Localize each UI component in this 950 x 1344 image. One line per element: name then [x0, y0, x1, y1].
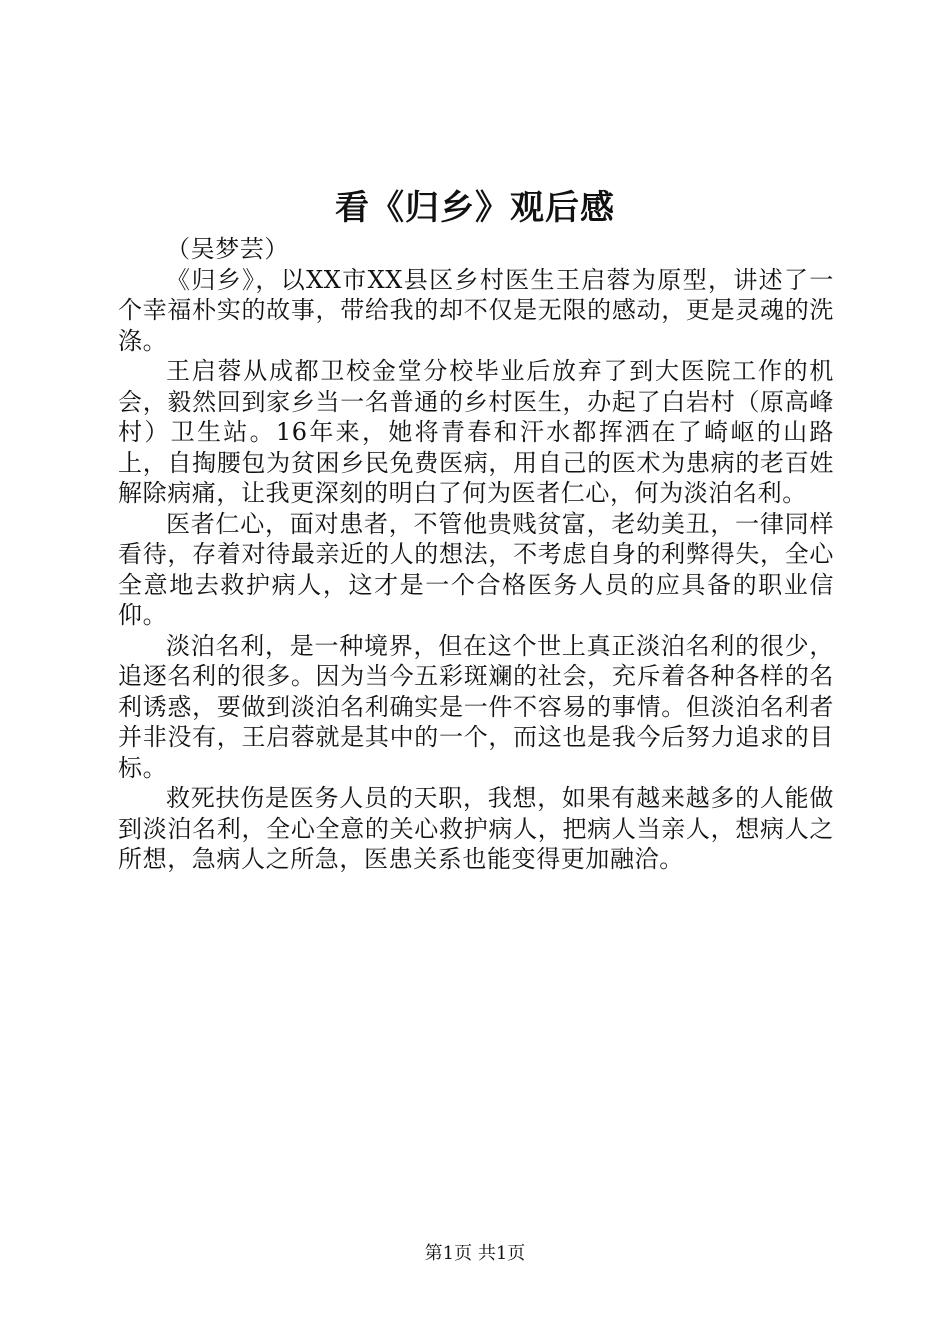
- paragraph-4: 淡泊名利，是一种境界，但在这个世上真正淡泊名利的很少，追逐名利的很多。因为当今五彩斑斓的社会，充斥着各种各样的名利诱惑，要做到淡泊名利确实是一件不容易的事情。但淡泊名利者并非没有，王启蓉就是其中的一个，而这也是我今后努力追求的目标。: [118, 631, 834, 782]
- paragraph-5: 救死扶伤是医务人员的天职，我想，如果有越来越多的人能做到淡泊名利，全心全意的关心救护病人，把病人当亲人，想病人之所想，急病人之所急，医患关系也能变得更加融洽。: [118, 784, 834, 873]
- document-title: 看《归乡》观后感: [335, 188, 615, 228]
- paragraph-3: 医者仁心，面对患者，不管他贵贱贫富，老幼美丑，一律同样看待，存着对待最亲近的人的想法，不考虑自身的利弊得失，全心全意地去救护病人，这才是一个合格医务人员的应具备的职业信仰。: [118, 509, 834, 629]
- page-footer: 第1页 共1页: [424, 1243, 526, 1264]
- author-line: （吴梦芸）: [166, 235, 289, 263]
- paragraph-1: 《归乡》，以XX市XX县区乡村医生王启蓉为原型，讲述了一个幸福朴实的故事，带给我的却不仅是无限的感动，更是灵魂的洗涤。: [118, 265, 834, 355]
- document-body: [118, 234, 834, 875]
- paragraph-2: 王启蓉从成都卫校金堂分校毕业后放弃了到大医院工作的机会，毅然回到家乡当一名普通的乡村医生，办起了白岩村（原高峰村）卫生站。16年来，她将青春和汗水都挥洒在了崎岖的山路上，自掏腰包为贫困乡民免费医病，用自己的医术为患病的老百姓解除病痛，让我更深刻的明白了何为医者仁心，何为淡泊名利。: [118, 357, 834, 507]
